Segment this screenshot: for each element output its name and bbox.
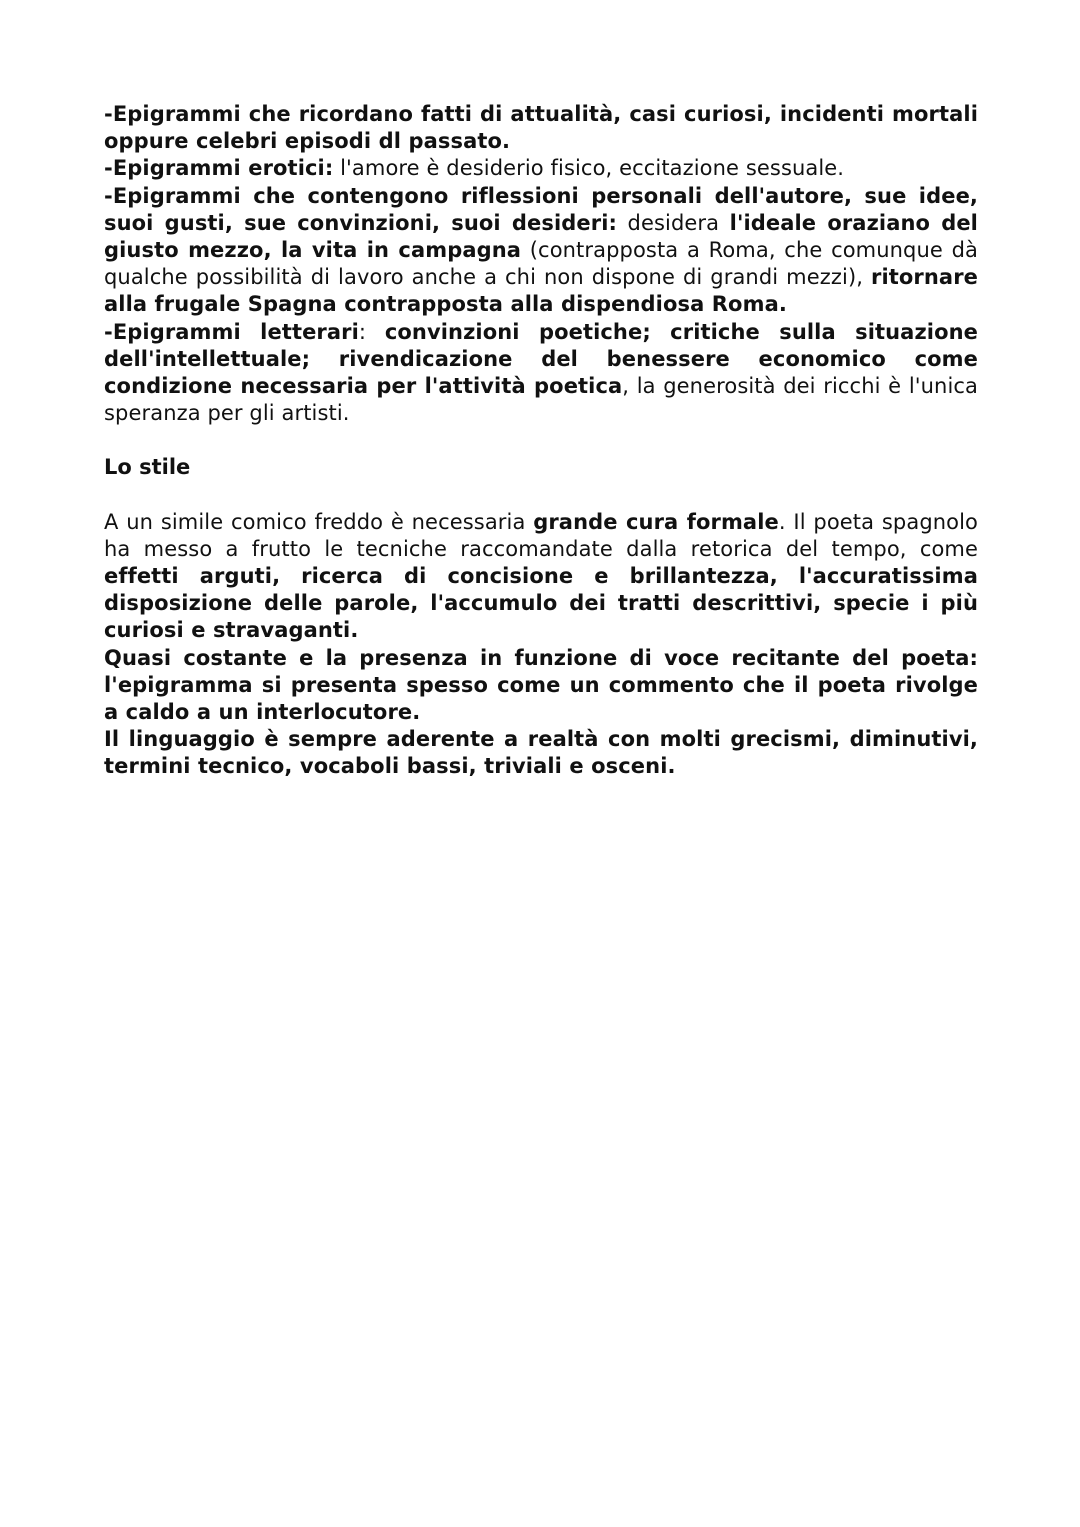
bold-text: -Epigrammi letterari <box>104 319 359 344</box>
bold-text: effetti arguti, ricerca di concisione e brillantezza, l'accuratissima disposizione delle parole, l'accumulo dei tratti descrittivi, specie i più curiosi e stravaganti. <box>104 564 978 643</box>
spacer <box>104 482 978 509</box>
bold-text: l'ideale oraziano del giusto mezzo, la vita in campagna <box>104 210 978 263</box>
body-text: (contrapposta a Roma, che comunque dà qualche possibilità di lavoro anche a chi non dispone di grandi mezzi), <box>104 238 978 290</box>
paragraph-stile-voce-recitante <box>104 645 978 727</box>
document-page <box>104 101 978 781</box>
section-heading: Lo stile <box>104 455 191 480</box>
paragraph-stile-cura-formale <box>104 509 978 645</box>
spacer <box>104 427 978 454</box>
body-text: desidera <box>617 210 730 235</box>
paragraph-epigrammi-riflessioni <box>104 183 978 319</box>
body-text: . Il poeta spagnolo ha messo a frutto le tecniche raccomandate dalla retorica del tempo, come <box>104 509 978 561</box>
bold-text: Il linguaggio è sempre aderente a realtà con molti grecismi, diminutivi, termini tecnico, vocaboli bassi, triviali e osceni. <box>104 727 978 779</box>
bold-text: -Epigrammi che contengono riflessioni personali dell'autore, sue idee, suoi gusti, sue convinzioni, suoi desideri: <box>104 183 978 235</box>
bold-text: -Epigrammi erotici: <box>104 156 334 181</box>
bold-text: Quasi costante e la presenza in funzione di voce recitante del poeta: l'epigramma si presenta spesso come un commento che il poeta rivolge a caldo a un interlocutore. <box>104 645 978 725</box>
body-text: A un simile comico freddo è necessaria <box>104 509 534 534</box>
paragraph-stile-linguaggio <box>104 726 978 780</box>
bold-text: convinzioni poetiche; critiche sulla situazione dell'intellettuale; rivendicazione del benessere economico come condizione necessaria per l'attività poetica <box>104 319 978 399</box>
bold-text: grande cura formale <box>533 509 779 534</box>
body-text: l'amore è desiderio fisico, eccitazione sessuale. <box>333 156 845 181</box>
paragraph-epigrammi-erotici <box>104 155 978 182</box>
paragraph-epigrammi-letterari <box>104 319 978 428</box>
body-text: , la generosità dei ricchi è l'unica speranza per gli artisti. <box>104 374 978 426</box>
bold-text: ritornare alla frugale Spagna contrapposta alla dispendiosa Roma. <box>104 265 978 317</box>
body-text: : <box>358 319 385 344</box>
paragraph-epigrammi-attualita <box>104 101 978 155</box>
bold-text: -Epigrammi che ricordano fatti di attualità, casi curiosi, incidenti mortali oppure celebri episodi dl passato. <box>104 102 978 154</box>
